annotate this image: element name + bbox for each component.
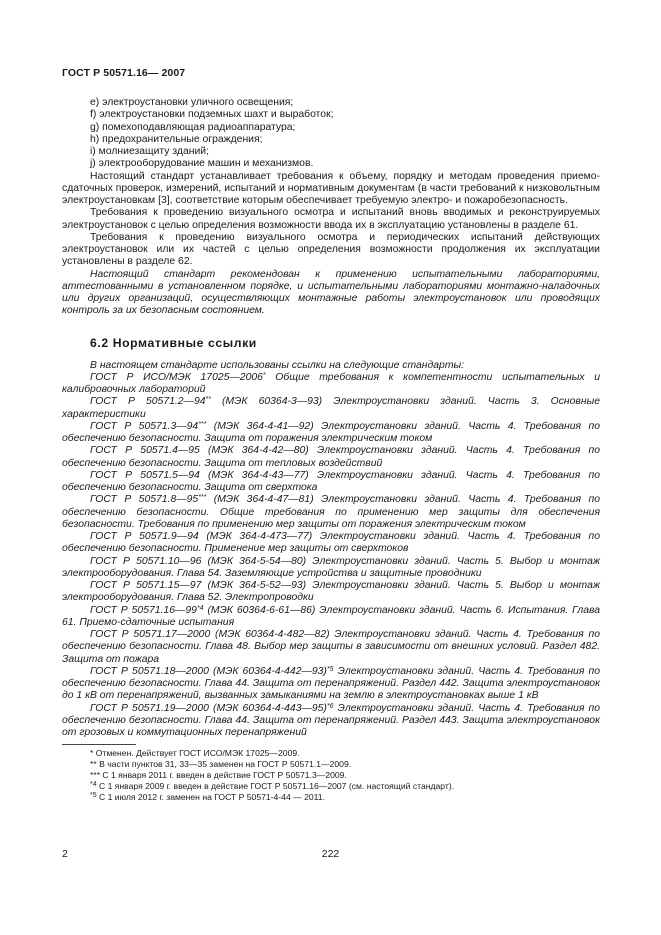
- reference-item: [62, 666, 600, 703]
- paragraph: Требования к проведению визуального осмотра и испытаний вновь вводимых и реконструируемых электроустановок с целью определения возможности ввода их в эксплуатацию установлены в разделе 61.: [62, 207, 600, 231]
- footnote-text: * Отменен. Действует ГОСТ ИСО/МЭК 17025—2009.: [90, 748, 300, 759]
- reference-code: ГОСТ Р 50571.10—96 (МЭК 364-5-54—80) Электроустановки зданий. Часть 5. Выбор и монтаж электрооборудования. Глава 54. Заземляющие устройства и защитные проводники: [62, 555, 600, 579]
- reference-code: ГОСТ Р 50571.15—97 (МЭК 364-5-52—93) Электроустановки зданий. Часть 5. Выбор и монтаж электрооборудования. Глава 52. Электропроводки: [62, 580, 600, 604]
- reference-list: [62, 372, 600, 740]
- reference-code: ГОСТ Р 50571.4—95 (МЭК 364-4-42—80) Электроустановки зданий. Часть 4. Требования по обеспечению безопасности. Защита от тепловых воздействий: [62, 445, 600, 469]
- reference-item: [62, 556, 600, 581]
- reference-item: [62, 605, 600, 630]
- list-item: f) электроустановки подземных шахт и выработок;: [90, 109, 334, 121]
- reference-code: ГОСТ Р 50571.8—95: [90, 494, 199, 506]
- footnote-marker: **: [205, 396, 211, 404]
- reference-code: ГОСТ Р 50571.2—94: [90, 396, 206, 408]
- footnote-separator: [62, 744, 136, 745]
- reference-code: ГОСТ Р 50571.3—94: [90, 420, 199, 432]
- reference-title: Электроустановки зданий. Часть 4. Требования по обеспечению безопасности. Глава 44. Защита от перенапряжений. Раздел 443. Защита электроустановок от грозовых и коммутационных перенапряжений: [62, 702, 600, 738]
- list-item: е) электроустановки уличного освещения;: [90, 97, 294, 108]
- footnote-marker: *4: [196, 604, 204, 612]
- reference-code: ГОСТ Р 50571.19—2000 (МЭК 60364-4-443—95): [90, 702, 327, 714]
- reference-item: [62, 531, 600, 556]
- reference-item: [62, 445, 600, 470]
- reference-item: [62, 372, 600, 397]
- reference-code: ГОСТ Р 50571.17—2000 (МЭК 60364-4-482—82) Электроустановки зданий. Часть 4. Требования по обеспечению безопасности. Глава 48. Выбор мер защиты в зависимости от внешних условий. Раздел 482. Защита от пожара: [62, 629, 600, 665]
- footnote: [62, 748, 600, 759]
- page-number: 2: [62, 848, 68, 860]
- footnote-marker: *4: [90, 780, 97, 788]
- footnote-marker: *: [262, 371, 266, 379]
- note-paragraph: Настоящий стандарт рекомендован к применению испытательными лабораториями, аттестованными в установленном порядке, и испытательными лабораториями монтажно-наладочных или других организаций, осуществляющих монтажные работы электроустановок или проводящих контроль за их безопасным состоянием.: [62, 268, 600, 317]
- footnote-marker: ***: [198, 494, 207, 502]
- reference-title: Электроустановки зданий. Часть 4. Требования по обеспечению безопасности. Глава 44. Защита от перенапряжений. Раздел 442. Защита электроустановок до 1 кВ от перенапряжений, вызванных замыканиями на землю в электроустановках выше 1 кВ: [62, 665, 600, 702]
- reference-code: ГОСТ Р 50571.9—94 (МЭК 364-4-473—77) Электроустановки зданий. Часть 4. Требования по обеспечению безопасности. Применение мер защиты от сверхтоков: [62, 531, 600, 555]
- reference-title: (МЭК 364-4-47—81) Электроустановки зданий. Часть 4. Требования по обеспечению безопасности. Общие требования по применению мер защиты для обеспечения безопасности. Требования по применению мер защиты от поражения электрическим током: [62, 494, 600, 530]
- document-body: [62, 97, 600, 803]
- list-item: h) предохранительные ограждения;: [90, 133, 263, 145]
- paragraph: Требования к проведению визуального осмотра и периодических испытаний действующих электроустановок или их частей с целью определения возможности продолжения их эксплуатации установлены в разделе 62.: [62, 231, 600, 268]
- footnote: [62, 770, 600, 781]
- footnote-marker: *5: [326, 665, 334, 673]
- footnote-text: *** С 1 января 2011 г. введен в действие ГОСТ Р 50571.3—2009.: [90, 770, 347, 781]
- footnote-text: ** В части пунктов 31, 33—35 заменен на ГОСТ Р 50571.1—2009.: [90, 759, 352, 770]
- reference-title: Общие требования к компетентности испытательных и калибровочных лабораторий: [62, 371, 600, 395]
- reference-title: (МЭК 60364-3—93) Электроустановки зданий. Часть 3. Основные характеристики: [62, 396, 600, 420]
- reference-item: [62, 494, 600, 531]
- footnote: [62, 781, 600, 792]
- reference-code: ГОСТ Р 50571.18—2000 (МЭК 60364-4-442—93): [90, 665, 327, 677]
- footnote-marker: ***: [198, 420, 207, 428]
- footnote-marker: *6: [326, 702, 334, 710]
- document-number: 222: [321, 848, 340, 860]
- references-intro: В настоящем стандарте использованы ссылки на следующие стандарты:: [90, 359, 465, 371]
- footnote: [62, 792, 600, 803]
- reference-item: [62, 470, 600, 495]
- reference-code: ГОСТ Р 50571.16—99: [90, 604, 197, 616]
- footnote: [62, 759, 600, 770]
- footnote-marker: *5: [90, 791, 97, 799]
- reference-code: ГОСТ Р ИСО/МЭК 17025—2006: [90, 371, 263, 383]
- reference-item: [62, 421, 600, 446]
- reference-item: [62, 396, 600, 421]
- list-item: j) электрооборудование машин и механизмов.: [90, 158, 314, 170]
- footnote-text: С 1 января 2009 г. введен в действие ГОСТ Р 50571.16—2007 (см. настоящий стандарт).: [96, 780, 455, 791]
- reference-title: (МЭК 60364-6-61—86) Электроустановки зданий. Часть 6. Испытания. Глава 61. Приемо-сдаточные испытания: [62, 604, 600, 628]
- reference-item: [62, 703, 600, 740]
- section-heading: 6.2 Нормативные ссылки: [90, 335, 257, 350]
- reference-item: [62, 580, 600, 605]
- reference-code: ГОСТ Р 50571.5—94 (МЭК 364-4-43—77) Электроустановки зданий. Часть 4. Требования по обеспечению безопасности. Защита от сверхтока: [62, 469, 600, 493]
- footnote-text: С 1 июля 2012 г. заменен на ГОСТ Р 50571-4-44 — 2011.: [96, 791, 325, 802]
- reference-item: [62, 629, 600, 666]
- footnote-list: [62, 748, 600, 803]
- paragraph: Настоящий стандарт устанавливает требования к объему, порядку и методам проведения приемо-сдаточных проверок, измерений, испытаний и нормативным документам (в части требований к низковольтным электроустановкам [3], соответствие которым обеспечивает требуемую электро- и пожаробезопасность.: [62, 170, 600, 206]
- reference-title: (МЭК 364-4-41—92) Электроустановки зданий. Часть 4. Требования по обеспечению безопасности. Защита от поражения электрическим током: [62, 420, 600, 444]
- standard-header: ГОСТ Р 50571.16— 2007: [62, 67, 186, 79]
- list-item: g) помехоподавляющая радиоаппаратура;: [90, 121, 296, 133]
- list-item: i) молниезащиту зданий;: [90, 146, 209, 157]
